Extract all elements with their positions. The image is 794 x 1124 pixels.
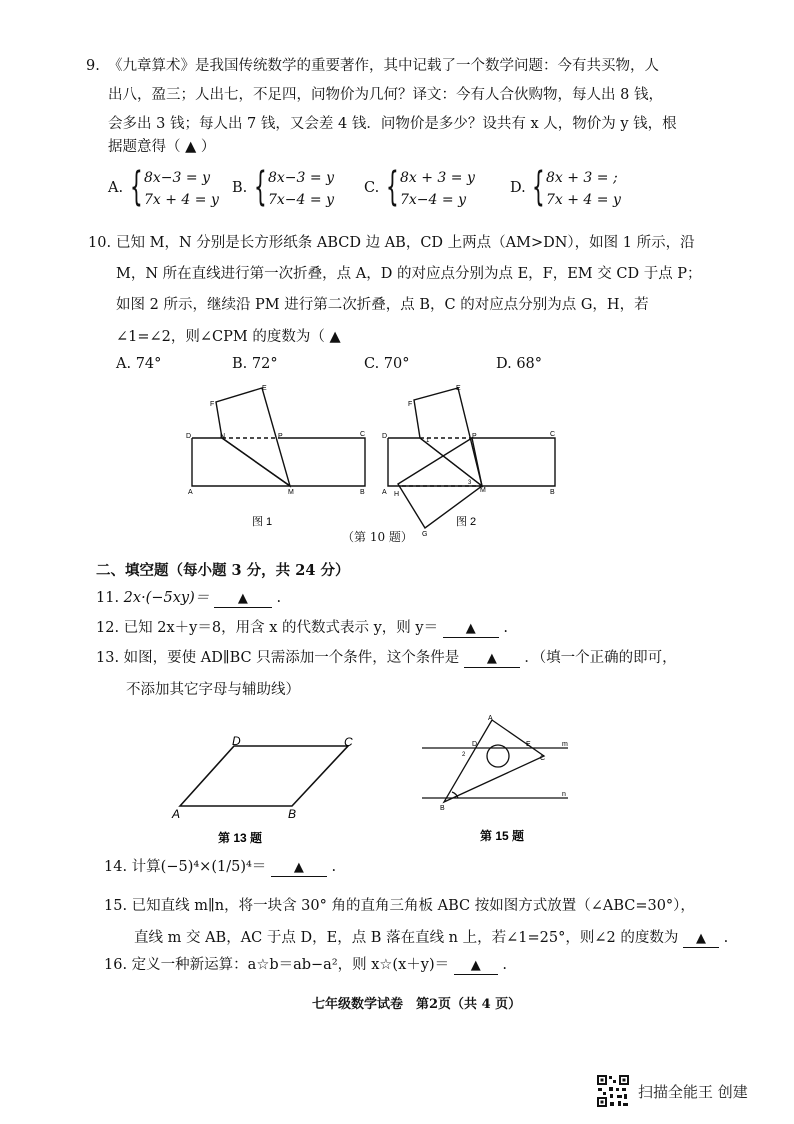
- label-a: A: [488, 715, 493, 722]
- q10-line-4: ∠1=∠2，则∠CPM 的度数为（ ▲: [116, 329, 341, 345]
- triangle-icon: ▲: [237, 591, 248, 606]
- q16-end: .: [502, 957, 507, 973]
- brace-icon: {: [532, 164, 545, 210]
- label-h: H: [394, 491, 400, 498]
- q10-figure-note: （第 10 题）: [342, 530, 413, 544]
- label-a: A: [172, 807, 181, 821]
- q15-text-1: 已知直线 m∥n，将一块含 30° 角的直角三角板 ABC 按如图方式放置（∠ABC=30°），: [131, 898, 695, 914]
- q16-text: 定义一种新运算：a☆b＝ab−a²，则 x☆(x＋y)＝: [131, 957, 450, 973]
- q15-figure-caption: 第 15 题: [480, 829, 525, 843]
- label-d: D: [232, 734, 241, 748]
- page-footer: 七年级数学试卷 第2页（共 4 页）: [312, 997, 522, 1012]
- label-p: P: [278, 433, 283, 440]
- triangle-icon: ▲: [465, 621, 476, 636]
- option-value: 72°: [251, 356, 278, 372]
- option-label: D.: [510, 180, 526, 196]
- q16-number: 16.: [104, 957, 128, 973]
- label-p: P: [472, 433, 477, 440]
- equation-1: 8x−3 = y: [144, 170, 210, 186]
- label-c: C: [540, 755, 546, 762]
- q11-answer-blank[interactable]: [214, 590, 272, 608]
- q14-end: .: [331, 859, 337, 875]
- label-g: G: [422, 531, 428, 538]
- triangle-icon: ▲: [695, 931, 706, 946]
- q14: [104, 857, 336, 877]
- qr-code-icon: [596, 1074, 630, 1108]
- figure-1-caption: 图 1: [252, 516, 273, 528]
- option-label: B.: [232, 356, 248, 372]
- q9-line-1: 《九章算术》是我国传统数学的重要著作，其中记载了一个数学问题：今有共买物，人: [108, 58, 659, 74]
- q9-option-c[interactable]: [364, 164, 475, 212]
- equation-1: 8x + 3 = y: [400, 170, 475, 186]
- q13-figure: [168, 730, 368, 850]
- q9-option-b[interactable]: [232, 164, 342, 212]
- label-n: N: [220, 433, 226, 440]
- q12-answer-blank[interactable]: [443, 620, 499, 638]
- q15-figure: [416, 710, 576, 846]
- q13-text: 如图，要使 AD∥BC 只需添加一个条件，这个条件是: [123, 650, 460, 666]
- watermark-text: 扫描全能王 创建: [638, 1083, 748, 1101]
- q9-option-a[interactable]: [108, 164, 219, 212]
- q15-answer-blank[interactable]: [683, 930, 719, 948]
- q10-figure-2: [380, 380, 580, 540]
- triangle-icon: ▲: [486, 651, 497, 666]
- q10-line-2: M，N 所在直线进行第一次折叠，点 A，D 的对应点分别为点 E，F，EM 交 CD 于点 P；: [116, 266, 702, 282]
- label-a: A: [188, 489, 193, 496]
- q13-figure-caption: 第 13 题: [218, 831, 263, 845]
- label-a: A: [382, 489, 387, 496]
- q9-line-3: 会多出 3 钱；每人出 7 钱，又会差 4 钱．问物价是多少？设共有 x 人，物价为 y 钱，根: [108, 116, 677, 132]
- q11-expression: 2x·(−5xy)＝: [123, 590, 210, 606]
- q14-answer-blank[interactable]: [271, 859, 327, 877]
- q13-text-end: ．（填一个正确的即可，: [524, 650, 677, 666]
- q13-line-1: [96, 648, 677, 668]
- triangle-icon: ▲: [293, 860, 304, 875]
- q13-number: 13.: [96, 650, 120, 666]
- q13-line-2: 不添加其它字母与辅助线）: [126, 682, 300, 698]
- label-e: E: [456, 385, 461, 392]
- option-label: A.: [108, 180, 124, 196]
- label-f: F: [210, 401, 215, 408]
- triangle-icon: ▲: [470, 958, 481, 973]
- q10-number: 10.: [88, 235, 112, 251]
- q9-line-2: 出八，盈三；人出七，不足四，问物价为几何？译文：今有人合伙购物，每人出 8 钱，: [108, 87, 663, 103]
- label-n: n: [562, 791, 566, 798]
- q10-line-1: 已知 M，N 分别是长方形纸条 ABCD 边 AB，CD 上两点（AM>DN），如图 1 所示，沿: [116, 235, 695, 251]
- q12-number: 12.: [96, 620, 120, 636]
- section-2-title: 二、填空题（每小题 3 分，共 24 分）: [96, 562, 350, 579]
- q9-option-d[interactable]: [510, 164, 621, 212]
- figure-2-caption: 图 2: [456, 516, 477, 528]
- label-d: D: [472, 741, 478, 748]
- brace-icon: {: [254, 164, 267, 210]
- option-label: C.: [364, 356, 380, 372]
- equation-2: 7x−4 = y: [268, 192, 334, 208]
- option-label: D.: [496, 356, 512, 372]
- label-d: D: [186, 433, 192, 440]
- q10-option-a[interactable]: [116, 354, 161, 374]
- option-label: B.: [232, 180, 248, 196]
- q9-number: 9.: [86, 58, 100, 74]
- q12: [96, 618, 508, 638]
- label-b: B: [288, 807, 297, 821]
- brace-icon: {: [130, 164, 143, 210]
- q10-figure-1: [180, 380, 380, 540]
- label-m: m: [562, 741, 568, 748]
- label-b: B: [550, 489, 555, 496]
- q11-end: .: [276, 590, 282, 606]
- q16-answer-blank[interactable]: [454, 957, 498, 975]
- option-label: C.: [364, 180, 380, 196]
- q15-text-2: 直线 m 交 AB，AC 于点 D，E，点 B 落在直线 n 上，若∠1=25°，则∠2 的度数为: [134, 930, 679, 946]
- q14-number: 14.: [104, 859, 128, 875]
- label-e: E: [262, 385, 267, 392]
- label-c: C: [550, 431, 556, 438]
- q10-line-3: 如图 2 所示，继续沿 PM 进行第二次折叠，点 B，C 的对应点分别为点 G，H，若: [116, 297, 649, 313]
- watermark: [596, 1074, 786, 1108]
- equation-1: 8x−3 = y: [268, 170, 334, 186]
- q10-option-c[interactable]: [364, 354, 410, 374]
- label-b: B: [360, 489, 365, 496]
- q9-line-4: 据题意得（ ▲ ）: [108, 139, 216, 155]
- option-value: 70°: [383, 356, 410, 372]
- label-m: M: [288, 489, 294, 496]
- brace-icon: {: [386, 164, 399, 210]
- q11: [96, 588, 281, 608]
- label-b: B: [440, 805, 445, 812]
- q15-line-2: [134, 928, 728, 948]
- q15-end: .: [723, 930, 729, 946]
- label-angle-3: 3: [468, 480, 472, 486]
- label-d: D: [382, 433, 388, 440]
- label-f: F: [408, 401, 413, 408]
- q16: [104, 955, 507, 975]
- option-value: 68°: [516, 356, 543, 372]
- q15-line-1: [104, 896, 695, 916]
- label-e: E: [526, 741, 531, 748]
- q12-end: .: [503, 620, 508, 636]
- q12-text: 已知 2x＋y＝8，用含 x 的代数式表示 y，则 y＝: [123, 620, 439, 636]
- q10-option-d[interactable]: [496, 354, 542, 374]
- option-value: 74°: [135, 356, 162, 372]
- equation-2: 7x + 4 = y: [144, 192, 219, 208]
- label-c: C: [360, 431, 366, 438]
- q13-answer-blank[interactable]: [464, 650, 520, 668]
- q10-option-b[interactable]: [232, 354, 278, 374]
- label-c: C: [344, 735, 353, 749]
- option-label: A.: [116, 356, 132, 372]
- q14-text: 计算(−5)⁴×(1/5)⁴＝: [131, 859, 267, 875]
- label-angle-2: 2: [462, 752, 466, 758]
- q11-number: 11.: [96, 590, 120, 606]
- equation-2: 7x−4 = y: [400, 192, 466, 208]
- q15-number: 15.: [104, 898, 128, 914]
- equation-2: 7x + 4 = y: [546, 192, 621, 208]
- label-angle-1: 1: [426, 438, 430, 444]
- label-m: M: [480, 487, 486, 494]
- equation-1: 8x + 3 = ;: [546, 170, 618, 186]
